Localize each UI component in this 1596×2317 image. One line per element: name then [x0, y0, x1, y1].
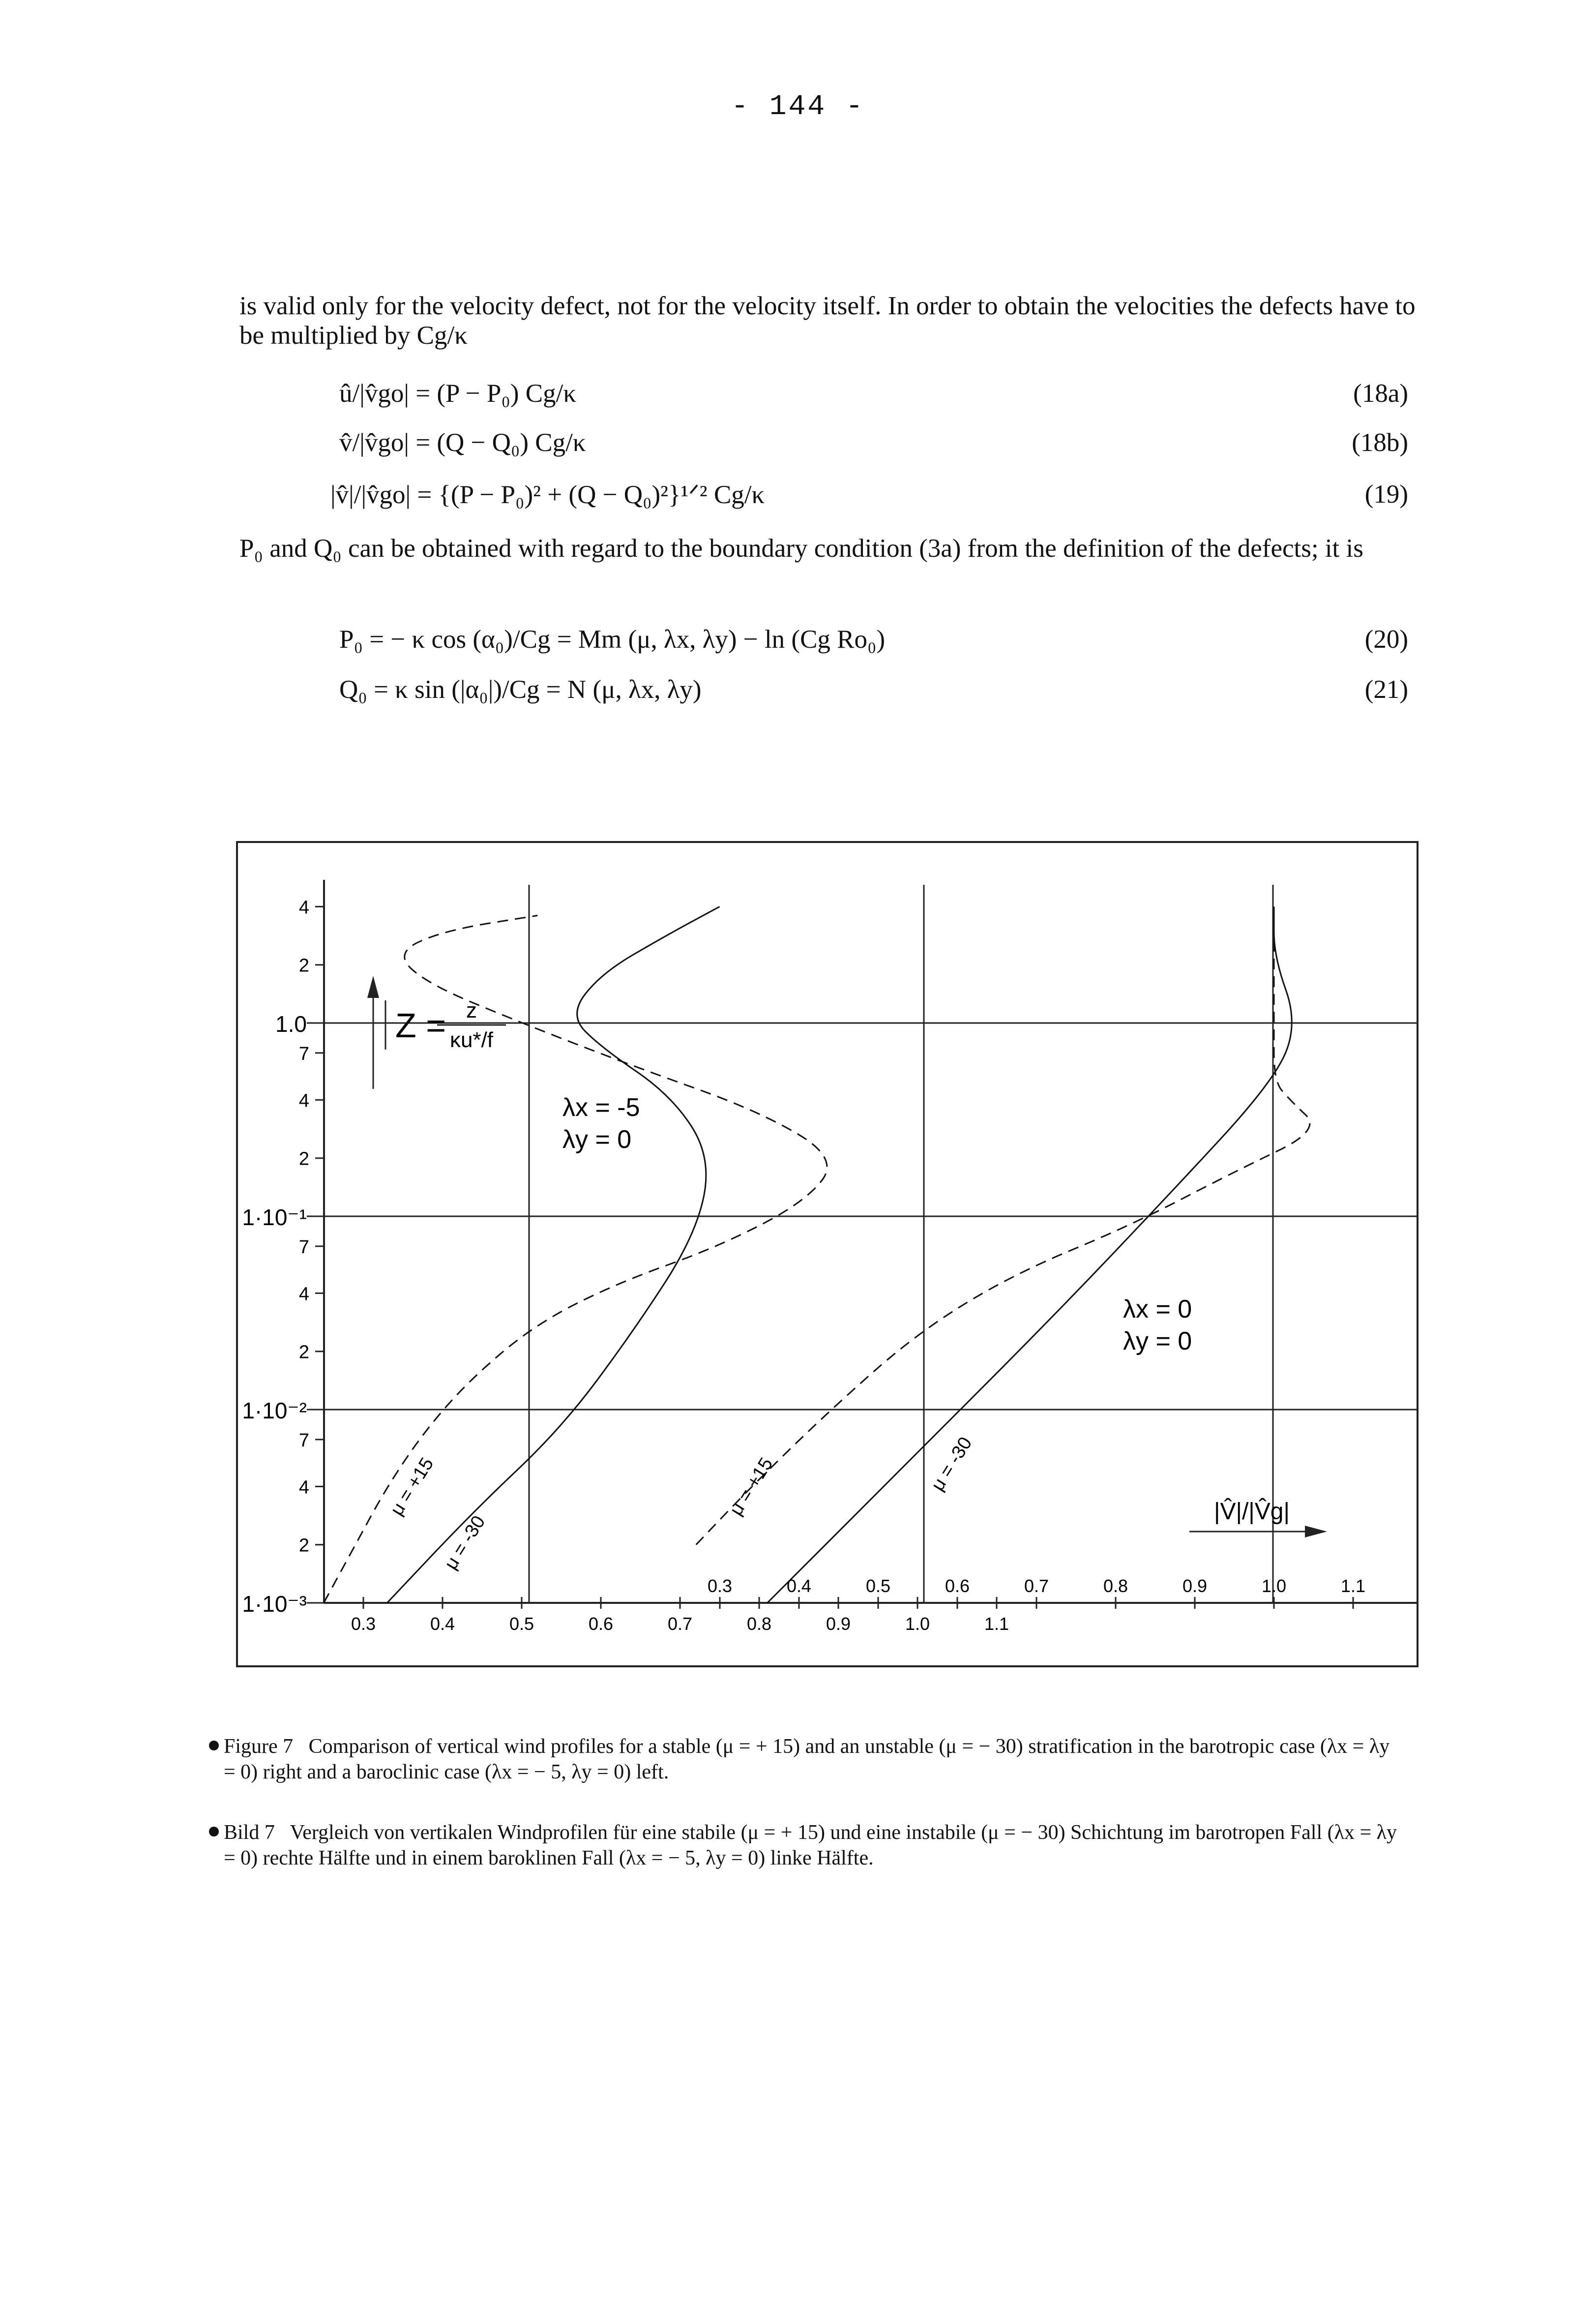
x-tick-label: 0.4	[786, 1576, 812, 1596]
equation-number: (18b)	[1352, 428, 1408, 457]
y-tick-label: 2	[298, 955, 309, 976]
x-tick-label: 0.5	[865, 1576, 891, 1596]
figure-7	[236, 841, 1419, 1667]
caption-text: Comparison of vertical wind profiles for a stable (μ = + 15) and an unstable (μ = − 30) stratification in the barotropic case (λx = λy = 0) right and a baroclinic case (λx = − 5, λy = 0) left.	[224, 1735, 1390, 1783]
equation-lhs: Q₀ = κ sin (|α₀|)/Cg = N (μ, λx, λy)	[339, 675, 702, 704]
y-tick-label: 7	[298, 1043, 309, 1064]
right-curve-label-mu-plus-15: μ = +15	[726, 1454, 777, 1519]
equation-18a	[0, 379, 1596, 414]
x-tick-label: 0.7	[667, 1614, 693, 1634]
x-tick-label: 1.0	[1261, 1576, 1287, 1596]
right-param-lambda-x: λx = 0	[1123, 1295, 1192, 1324]
y-tick-label: 2	[298, 1148, 309, 1170]
y-tick-label: 4	[298, 1284, 309, 1305]
x-tick-label: 0.6	[588, 1614, 614, 1634]
x-tick-label: 0.9	[826, 1614, 851, 1634]
z-label-numerator: z	[466, 998, 477, 1023]
bullet-icon	[209, 1741, 219, 1750]
x-tick-label: 0.3	[351, 1614, 376, 1634]
y-tick-label: 4	[298, 897, 309, 918]
x-tick-label: 0.6	[945, 1576, 970, 1596]
x-tick-label: 0.5	[509, 1614, 534, 1634]
equation-number: (19)	[1364, 480, 1408, 509]
x-tick-label: 0.9	[1182, 1576, 1208, 1596]
equation-19	[0, 480, 1596, 515]
caption-english	[224, 1734, 1404, 1785]
page-number: - 144 -	[731, 91, 865, 123]
y-tick-label: 7	[298, 1236, 309, 1258]
bullet-icon	[209, 1827, 219, 1836]
y-major-tick-label: 1.0	[275, 1011, 307, 1037]
equation-lhs: v̂/|v̂go| = (Q − Q₀) Cg/κ	[339, 428, 586, 457]
z-label-denominator: κu*/f	[449, 1028, 494, 1052]
right-curve-mu-plus-15	[696, 906, 1310, 1544]
left-curve-label-mu-plus-15: μ = +15	[386, 1454, 438, 1519]
y-tick-label: 2	[298, 1342, 309, 1363]
left-param-lambda-x: λx = -5	[562, 1093, 640, 1122]
equation-lhs: |v̂|/|v̂go| = {(P − P₀)² + (Q − Q₀)²}¹ᐟ² Cg/κ	[330, 481, 765, 509]
x-label-arrow-head-icon	[1305, 1526, 1327, 1537]
wind-profile-chart	[238, 843, 1417, 1665]
equation-20	[0, 625, 1596, 660]
z-axis-arrow-head-icon	[367, 976, 379, 998]
y-tick-label: 4	[298, 1090, 309, 1112]
x-tick-label: 0.4	[430, 1614, 455, 1634]
y-major-tick-label: 1·10⁻²	[242, 1398, 307, 1423]
left-param-lambda-y: λy = 0	[562, 1125, 632, 1154]
caption-label: Figure 7	[224, 1735, 294, 1758]
right-curve-mu-minus-30	[768, 906, 1292, 1603]
left-curve-label-mu-minus-30: μ = -30	[441, 1512, 490, 1573]
intro-paragraph: is valid only for the velocity defect, not for the velocity itself. In order to obtain the velocities the defects have to be multiplied by Cg/κ	[239, 292, 1416, 350]
equation-number: (21)	[1364, 675, 1408, 704]
caption-german	[224, 1820, 1404, 1871]
paragraph-boundary: P₀ and Q₀ can be obtained with regard to the boundary condition (3a) from the definition of the defects; it is	[239, 534, 1363, 563]
equation-lhs: P₀ = − κ cos (α₀)/Cg = Mm (μ, λx, λy) − ln (Cg Ro₀)	[339, 625, 886, 654]
caption-label: Bild 7	[224, 1821, 275, 1844]
equation-number: (18a)	[1353, 379, 1408, 408]
y-tick-label: 4	[298, 1477, 309, 1498]
equation-lhs: û/|v̂go| = (P − P₀) Cg/κ	[339, 379, 577, 408]
y-major-tick-label: 1·10⁻³	[242, 1591, 307, 1617]
equation-number: (20)	[1364, 625, 1408, 654]
right-x-axis-label: |V̂|/|V̂g|	[1214, 1499, 1290, 1525]
y-major-tick-label: 1·10⁻¹	[242, 1204, 307, 1230]
x-tick-label: 0.8	[746, 1614, 772, 1634]
x-tick-label: 1.0	[905, 1614, 930, 1634]
right-curve-label-mu-minus-30: μ = -30	[927, 1433, 976, 1495]
y-tick-label: 2	[298, 1535, 309, 1556]
z-label-prefix: Z =	[395, 1006, 446, 1045]
x-tick-label: 1.1	[1340, 1576, 1366, 1596]
y-tick-label: 7	[298, 1430, 309, 1451]
x-tick-label: 0.3	[707, 1576, 733, 1596]
equation-18b	[0, 428, 1596, 463]
equation-21	[0, 675, 1596, 710]
caption-text: Vergleich von vertikalen Windprofilen für eine stabile (μ = + 15) und eine instabile (μ = − 30) Schichtung im barotropen Fall (λx = λy = 0) rechte Hälfte und in einem baroklinen Fall (λx = − 5, λy = 0) linke Hälfte.	[224, 1821, 1397, 1869]
x-tick-label: 0.7	[1024, 1576, 1049, 1596]
right-param-lambda-y: λy = 0	[1123, 1327, 1192, 1355]
x-tick-label: 1.1	[984, 1614, 1009, 1634]
x-tick-label: 0.8	[1103, 1576, 1128, 1596]
